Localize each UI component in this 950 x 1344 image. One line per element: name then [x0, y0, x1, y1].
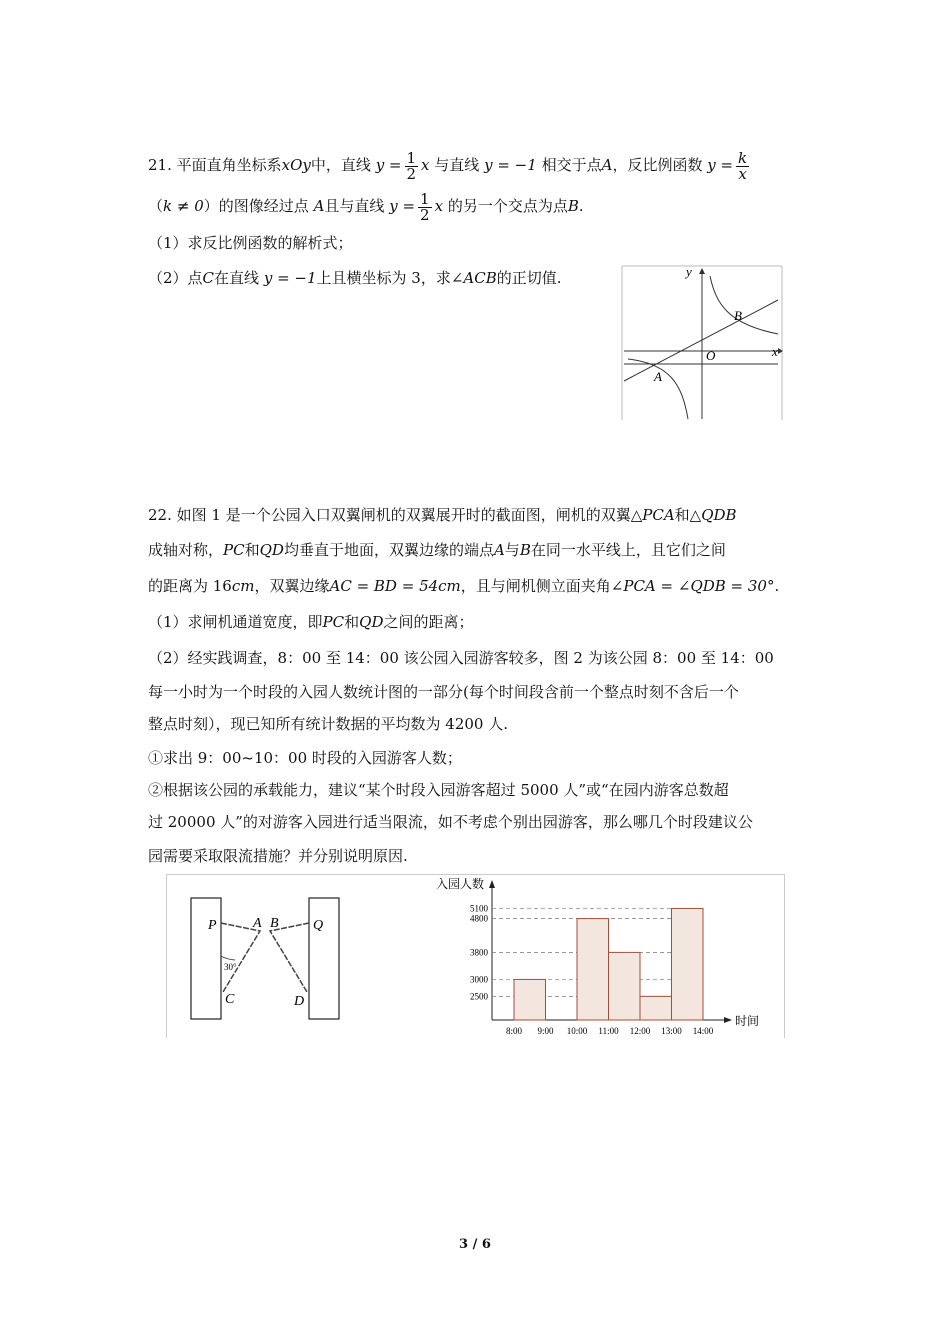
y-axis-arrow-icon: [699, 268, 705, 274]
label-C: C: [225, 992, 235, 1007]
wing-pca: [221, 923, 260, 992]
q21-sub1: （1）求反比例函数的解析式；: [148, 234, 353, 252]
x-tick-12:00: 12:00: [629, 1026, 651, 1036]
label-A: A: [654, 369, 662, 384]
page-number: 3 / 6: [459, 1237, 491, 1252]
bar-11:00: [609, 952, 641, 1020]
label-B: B: [734, 308, 742, 323]
wing-qdb: [270, 923, 309, 992]
q22-line5: （2）经实践调查，8：00 至 14：00 该公园入园游客较多，图 2 为该公园 8：00 至 14：00: [148, 649, 774, 667]
q21-line2: （k ≠ 0）的图像经过点 A且与直线 y = $\frac{1}{2}$ x 的另一个交点为点B.: [148, 189, 584, 224]
q21-graph-figure: [620, 264, 786, 422]
q22-line10: 过 20000 人”的对游客入园进行适当限流，如不考虑个别出园游客，那么哪几个时段建议公: [148, 813, 753, 831]
q21-line1: 21. 平面直角坐标系xOy中，直线 y = $\frac{1}{2}$ x 与直线 y = −1 相交于点A，反比例函数 y = $\frac{k}{x}$: [148, 148, 748, 183]
x-tick-9:00: 9:00: [537, 1026, 554, 1036]
q22-line6: 每一小时为一个时段的入园人数统计图的一部分(每个时间段含前一个整点时刻不含后一个: [148, 683, 739, 701]
y-tick-2500: 2500: [470, 991, 488, 1002]
line-y-half-x: [624, 300, 778, 381]
y-tick-3800: 3800: [470, 947, 488, 958]
label-x: x: [772, 344, 778, 359]
fraction-half-2: $\frac{1}{2}$: [420, 189, 430, 224]
gate-left-panel: [191, 898, 221, 1019]
label-O: O: [706, 348, 716, 363]
hist-x-axis-arrow-icon: [724, 1017, 732, 1023]
bar-13:00: [672, 908, 704, 1020]
label-P: P: [208, 918, 217, 933]
q21-sub2: （2）点C在直线 y = −1上且横坐标为 3，求∠ACB的正切值.: [148, 269, 562, 287]
bar-12:00: [640, 996, 672, 1020]
q22-line7: 整点时刻），现已知所有统计数据的平均数为 4200 人.: [148, 715, 508, 733]
q22-line9: ②根据该公园的承载能力，建议“某个时段入园游客超过 5000 人”或“在园内游客总数超: [148, 781, 729, 799]
y-tick-5100: 5100: [470, 903, 488, 914]
label-D: D: [294, 994, 305, 1009]
x-tick-8:00: 8:00: [505, 1026, 523, 1036]
x-tick-11:00: 11:00: [598, 1026, 619, 1036]
q21-number: 21.: [148, 156, 172, 174]
gate-figure: [180, 888, 360, 1028]
label-A: A: [253, 916, 262, 931]
q22-line2: 成轴对称，PC和QD均垂直于地面，双翼边缘的端点A与B在同一水平线上，且它们之间: [148, 541, 726, 559]
bar-8:00: [514, 979, 546, 1020]
q22-line1: 22. 如图 1 是一个公园入口双翼闸机的双翼展开时的截面图，闸机的双翼△PCA和△QDB: [148, 506, 737, 524]
bar-10:00: [577, 919, 609, 1020]
label-Q: Q: [313, 918, 324, 933]
x-tick-14:00: 14:00: [692, 1026, 714, 1036]
fraction-k-over-x: $\frac{k}{x}$: [738, 148, 748, 183]
hyperbola-branch-2: [628, 359, 688, 419]
label-y: y: [686, 264, 692, 279]
q22-line3: 的距离为 16cm，双翼边缘AC = BD = 54cm，且与闸机侧立面夹角∠PCA = ∠QDB = 30°.: [148, 577, 780, 595]
q22-line4: （1）求闸机通道宽度，即PC和QD之间的距离；: [148, 613, 474, 631]
fraction-half: $\frac{1}{2}$: [406, 148, 417, 183]
y-tick-4800: 4800: [470, 913, 488, 924]
label-angle-30: 30°: [224, 962, 237, 972]
x-tick-13:00: 13:00: [661, 1026, 682, 1036]
y-axis-label: 入园人数: [436, 877, 485, 891]
hist-y-axis-arrow-icon: [489, 880, 495, 888]
q22-line11: 园需要采取限流措施？并分别说明原因.: [148, 847, 408, 865]
x-tick-10:00: 10:00: [566, 1026, 588, 1036]
angle-arc: [221, 956, 235, 960]
gate-right-panel: [309, 898, 339, 1019]
q22-line8: ①求出 9：00~10：00 时段的入园游客人数；: [148, 749, 462, 767]
visitor-histogram: [430, 876, 770, 1036]
label-B: B: [270, 916, 279, 931]
x-axis-label: 时间: [735, 1014, 760, 1028]
y-tick-3000: 3000: [470, 974, 488, 985]
